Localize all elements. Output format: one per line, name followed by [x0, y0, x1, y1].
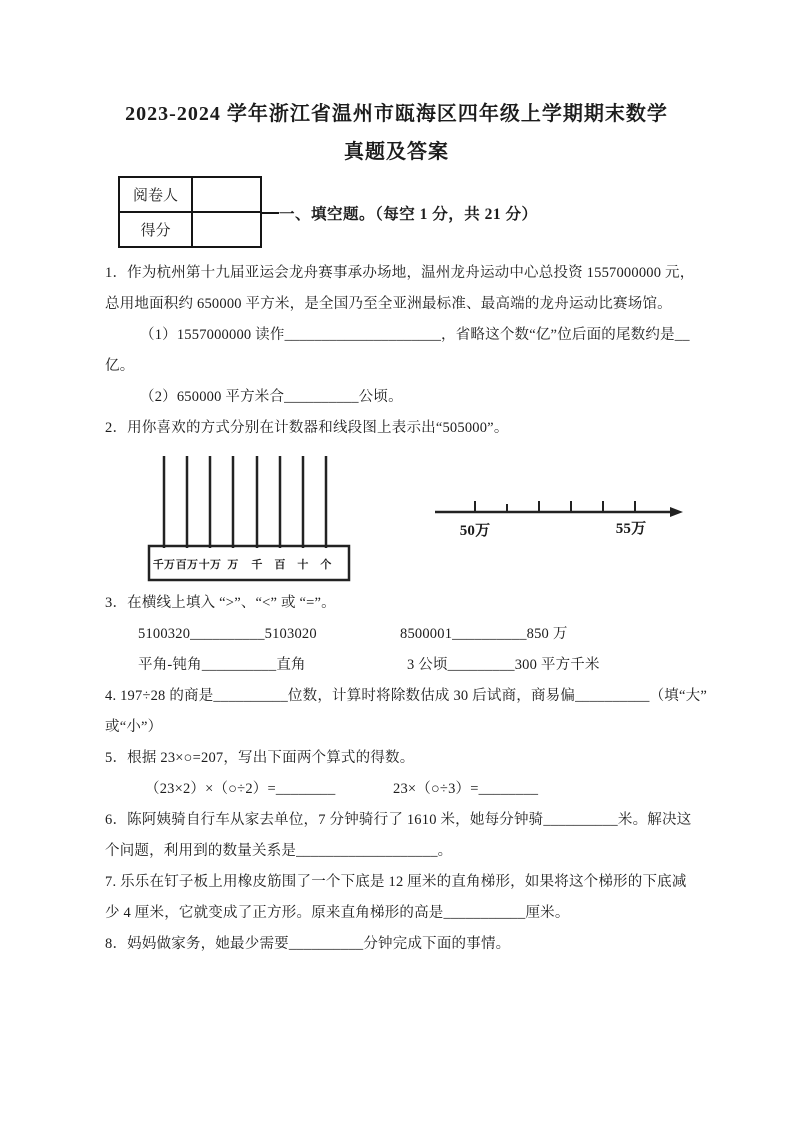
counter-label-shiwan: 十万	[198, 559, 222, 571]
counter-label-qianwan: 千万	[152, 559, 176, 571]
q2-figures	[105, 444, 697, 588]
numberline-figure	[433, 484, 697, 546]
section1-heading: 一、填空题。（每空 1 分，共 21 分）	[279, 206, 538, 223]
q1-sub1-line1: （1）1557000000 读作_____________________，省略这个数“亿”位后面的尾数约是__	[140, 327, 690, 343]
q1-line1: 1．作为杭州第十九届亚运会龙舟赛事承办场地，温州龙舟运动中心总投资 1557000000 元，	[105, 265, 695, 281]
page-title	[0, 95, 793, 171]
counter-place-labels	[153, 557, 332, 571]
questions-block	[105, 258, 707, 960]
q1-sub1-line2: 亿。	[105, 358, 135, 374]
counter-label-ge: 个	[320, 559, 332, 571]
q4-line1: 4. 197÷28 的商是__________位数，计算时将除数估成 30 后试商，商易偏__________（填“大”	[105, 688, 707, 704]
q2-text: 2．用你喜欢的方式分别在计数器和线段图上表示出“505000”。	[105, 420, 509, 436]
q3-text: 3．在横线上填入 “>”、“<” 或 “=”。	[105, 595, 336, 611]
counter-label-shi: 十	[297, 559, 309, 571]
table-heading-connector-line	[261, 212, 279, 214]
q3-row2	[105, 650, 697, 681]
q5-expression-left: （23×2）×（○÷2）=________	[145, 781, 336, 797]
q5-line1: 5．根据 23×○=207，写出下面两个算式的得数。	[105, 750, 415, 766]
q1-sub2: （2）650000 平方米合__________公顷。	[140, 389, 403, 405]
q5-row	[105, 774, 697, 805]
q3-row1-right: 8500001__________850 万	[400, 626, 568, 642]
q4-line2: 或“小”）	[105, 719, 163, 735]
grader-label: 阅卷人	[119, 177, 192, 212]
q8-text: 8．妈妈做家务，她最少需要__________分钟完成下面的事情。	[105, 936, 511, 952]
counter-label-baiwan: 百万	[175, 559, 199, 571]
q3-row2-left: 平角-钝角__________直角	[138, 657, 306, 673]
counter-figure	[145, 450, 355, 584]
q6-line1: 6．陈阿姨骑自行车从家去单位，7 分钟骑行了 1610 米，她每分钟骑__________米。解决这	[105, 812, 692, 828]
score-value-cell	[192, 212, 261, 247]
q5-expression-right: 23×（○÷3）=________	[393, 781, 539, 797]
q6-line2: 个问题，利用到的数量关系是___________________。	[105, 843, 453, 859]
numberline-label-50wan: 50万	[459, 523, 491, 539]
q7-line1: 7. 乐乐在钉子板上用橡皮筋围了一个下底是 12 厘米的直角梯形，如果将这个梯形的下底减	[105, 874, 687, 890]
numberline-arrowhead	[670, 507, 683, 517]
grader-value-cell	[192, 177, 261, 212]
q3-row1	[105, 619, 697, 650]
score-label: 得分	[119, 212, 192, 247]
numberline-label-55wan: 55万	[615, 521, 647, 537]
q7-line2: 少 4 厘米，它就变成了正方形。原来直角梯形的高是___________厘米。	[105, 905, 570, 921]
counter-label-wan: 万	[227, 559, 239, 571]
score-row	[119, 212, 261, 247]
counter-label-bai: 百	[274, 559, 286, 571]
grader-score-table	[118, 176, 262, 248]
counter-label-qian: 千	[251, 559, 263, 571]
q3-row2-right: 3 公顷_________300 平方千米	[407, 657, 600, 673]
counter-rods	[164, 456, 326, 548]
q3-row1-left: 5100320__________5103020	[138, 626, 317, 642]
title-line1: 2023-2024 学年浙江省温州市瓯海区四年级上学期期末数学	[125, 103, 668, 125]
grader-row	[119, 177, 261, 212]
q1-line2: 总用地面积约 650000 平方米，是全国乃至全亚洲最标准、最高端的龙舟运动比赛场馆。	[105, 296, 672, 312]
title-line2: 真题及答案	[344, 141, 449, 163]
